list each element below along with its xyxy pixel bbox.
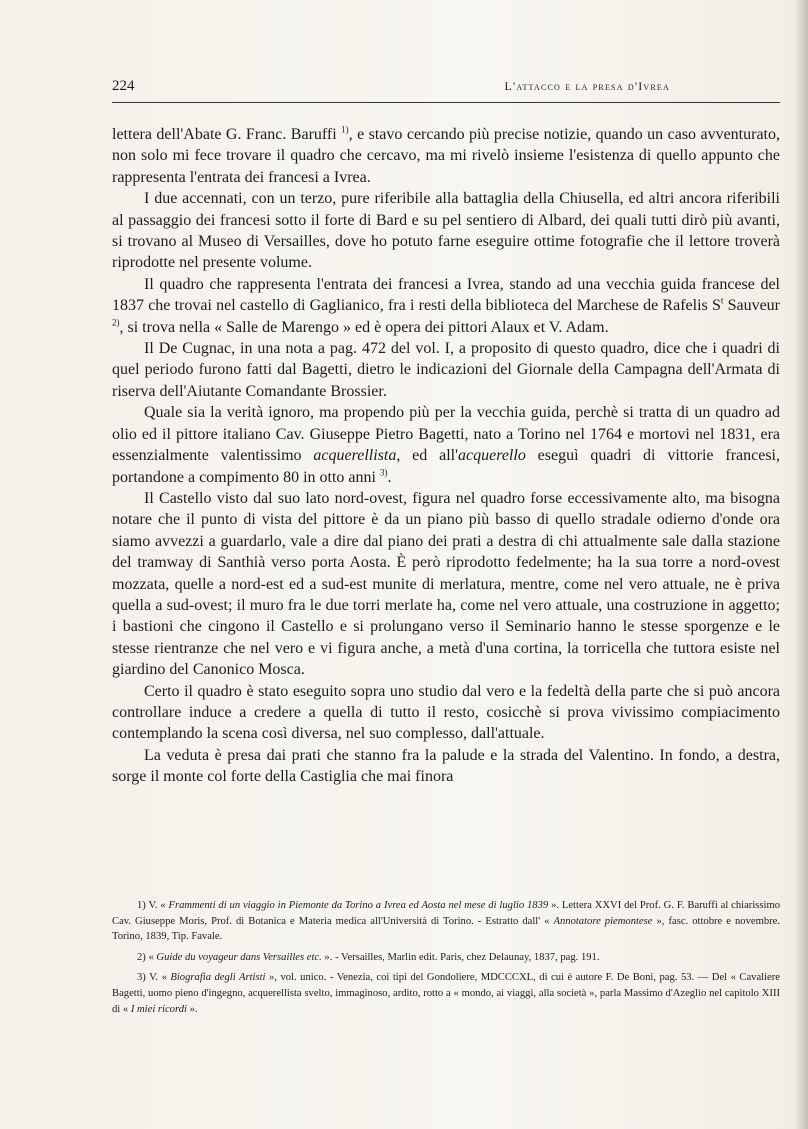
paragraph-2: I due accennati, con un terzo, pure riferibile alla battaglia della Chiusella, ed altri ancora riferibili al passaggio dei francesi sotto il forte di Bard e su pel sentiero di Albard, dei quali tutti dirò più avanti, si trovano al Museo di Versailles, dove ho potuto farne eseguire ottime fotografie che il lettore troverà riprodotte nel presente volume. [112, 190, 780, 272]
running-title: L'attacco e la presa d'Ivrea [504, 79, 670, 93]
paragraph-1: lettera dell'Abate G. Franc. Baruffi $^{1)}$, e stavo cercando più precise notizie, quando un caso avventurato, non solo mi fece trovare il quadro che cercavo, ma mi rivelò insieme l'esistenza di quello appunto che rappresenta l'entrata dei francesi a Ivrea. [112, 124, 781, 186]
paragraph-4: Il De Cugnac, in una nota a pag. 472 del vol. I, a proposito di questo quadro, dice che i quadri di quel periodo furono fatti dal Bagetti, dietro le indicazioni del Giornale della Campagna dell'Armata di riserva dell'Aiutante Comandante Brossier. [112, 340, 780, 400]
footnote-ref-1: 1) [341, 124, 349, 135]
paragraph-8: La veduta è presa dai prati che stanno fra la palude e la strada del Valentino. In fondo, a destra, sorge il monte col forte della Castiglia che mai finora [112, 746, 780, 786]
footnote-2: 2) « Guide du voyageur dans Versailles etc. ». - Versailles, Marlin edit. Paris, chez Delaunay, 1837, pag. 191. [137, 951, 600, 963]
paragraph-3: Il quadro che rappresenta l'entrata dei francesi a Ivrea, stando ad una vecchia guida francese del 1837 che trovai nel castello di Gaglianico, fra i resti della biblioteca del Marchese de Rafelis $S^t$ Sauveur $^{2)}$, si trova nella « Salle de Marengo » ed è opera dei pittori Alaux et V. Adam. [112, 275, 780, 336]
footnote-3: 3) V. « Biografia degli Artisti », vol. unico. - Venezia, coi tipi del Gondoliere, MDCCCXL, di cui è autore F. De Boni, pag. 53. — Del « Cavaliere Bagetti, uomo pieno d'ingegno, acquerellista svelto, immaginoso, ardito, rotto a « mondo, ai viaggi, alla società », parla Massimo d'Azeglio nel capitolo XIII di « I miei ricordi ». [112, 972, 780, 1015]
main-text [112, 124, 780, 788]
paragraph-7: Certo il quadro è stato eseguito sopra uno studio dal vero e la fedeltà della parte che si può ancora controllare induce a credere a quella di tutto il resto, cosicchè si prova vivissimo compiacimento contemplando la scena così diversa, nel suo complesso, dall'attuale. [112, 682, 780, 743]
page-number: 224 [112, 78, 135, 94]
page-header [112, 78, 778, 100]
paragraph-5: Quale sia la verità ignoro, ma propendo più per la vecchia guida, perchè si tratta di un quadro ad olio ed il pittore italiano Cav. Giuseppe Pietro Bagetti, nato a Torino nel 1764 e mortovi nel 1831, era essenzialmente valentissimo acquerellista, ed all'acquerello eseguì quadri di vittorie francesi, portandone a compimento 80 in otto anni $^{3)}$. [112, 404, 780, 486]
footnotes [112, 898, 780, 1022]
footnote-ref-3: 3) [379, 467, 388, 478]
header-rule [112, 102, 780, 103]
footnote-1: 1) V. « Frammenti di un viaggio in Piemonte da Torino a Ivrea ed Aosta nel mese di luglio 1839 ». Lettera XXVI del Prof. G. F. Baruffi al chiarissimo Cav. Giuseppe Moris, Prof. di Botanica e Materia medica all'Università di Torino. - Estratto dall' « Annotatore piemontese », fasc. ottobre e novembre. Torino, 1839, Tip. Favale. [112, 900, 780, 943]
paragraph-6: Il Castello visto dal suo lato nord-ovest, figura nel quadro forse eccessivamente alto, ma bisogna notare che il punto di vista del pittore è da un piano più basso di quello stradale odierno d'onde ora siamo avvezzi a guardarlo, vale a dire dal piano dei prati a destra di chi attualmente sale dalla stazione del tramway di Santhià verso porta Aosta. È però riprodotto fedelmente; ha la sua torre a nord-ovest mozzata, quelle a nord-est ed a sud-est munite di merlatura, mentre, come nel vero attuale, ne è priva quella a sud-ovest; il muro fra le due torri merlate ha, come nel vero attuale, una costruzione in aggetto; i bastioni che cingono il Castello e si prolungano verso il Seminario hanno le stesse sporgenze e le stesse rientranze che nel vero e vi figura anche, a metà d'una cortina, la torricella che tuttora esiste nel giardino del Canonico Mosca. [112, 489, 780, 679]
footnote-ref-2: 2) [112, 317, 120, 328]
